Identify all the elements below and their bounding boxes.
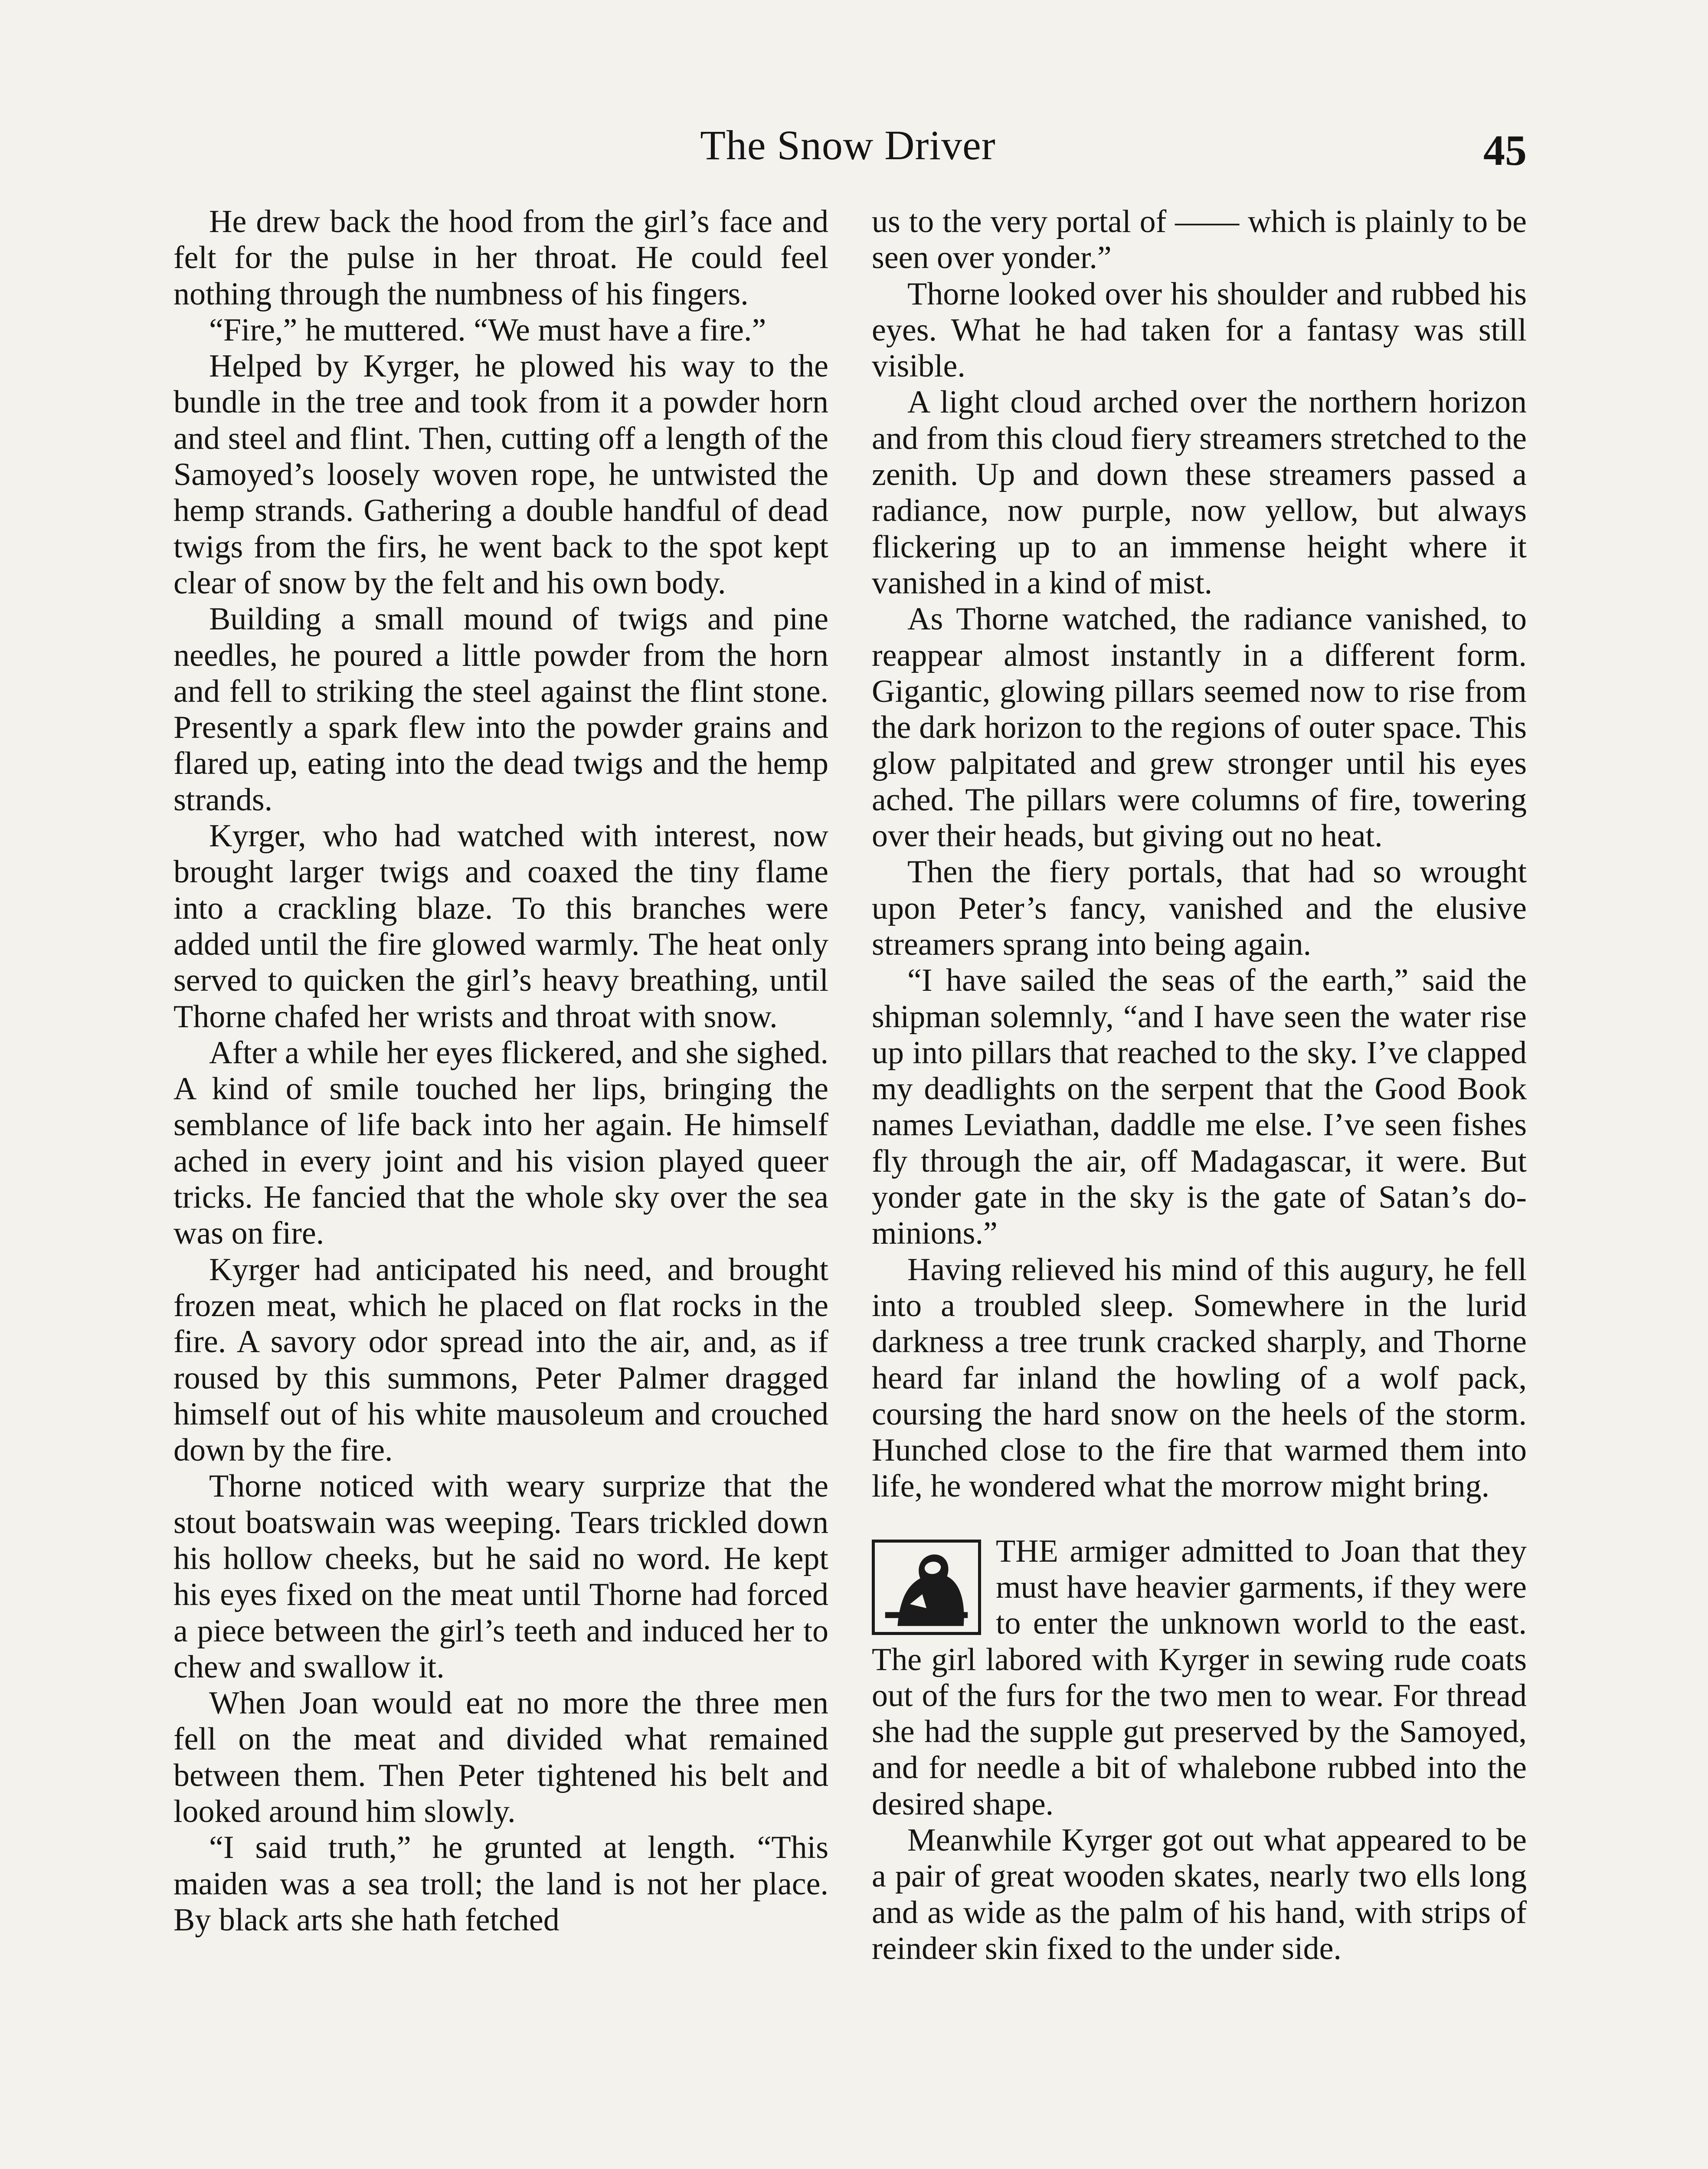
body-paragraph: Meanwhile Kyrger got out what appeared to be a pair of great wooden skates, nearly two ells long and as wide as the palm of his hand, with strips of reindeer skin fixed to the under side. (872, 1822, 1527, 1966)
page-header (169, 117, 1527, 182)
body-paragraph: After a while her eyes flickered, and she sighed. A kind of smile touched her lips, bringing the semblance of life back into her again. He himself ached in every joint and his vision played queer tricks. He fancied that the whole sky over the sea was on fire. (173, 1035, 828, 1252)
body-paragraph: “I said truth,” he grunted at length. “This maiden was a sea troll; the land is not her place. By black arts she hath fetched (173, 1830, 828, 1938)
left-column (173, 204, 828, 1938)
body-paragraph: Kyrger, who had watched with interest, now brought larger twigs and coaxed the tiny flame into a crackling blaze. To this branches were added until the fire glowed warmly. The heat only served to quicken the girl’s heavy breathing, until Thorne chafed her wrists and throat with snow. (173, 818, 828, 1035)
body-paragraph: Kyrger had anticipated his need, and brought frozen meat, which he placed on flat rocks in the fire. A savory odor spread into the air, and, as if roused by this summons, Peter Palmer dragged himself out of his white mausoleum and crouched down by the fire. (173, 1252, 828, 1468)
body-paragraph: “Fire,” he muttered. “We must have a fire.” (209, 312, 766, 348)
right-column (872, 204, 1527, 1967)
decorative-initial-icon (872, 1540, 981, 1635)
section-opening-paragraph: THE armiger admitted to Joan that they must have heavier garments, if they were to enter the unknown world to the east. The girl labored with Kyrger in sewing rude coats out of the furs for the two men to wear. For thread she had the supple gut preserved by the Samoyed, and for needle a bit of whalebone rubbed into the desired shape. (872, 1533, 1527, 1822)
page-number: 45 (1483, 126, 1527, 174)
body-paragraph: Thorne looked over his shoulder and rubbed his eyes. What he had taken for a fantasy was still visible. (872, 276, 1527, 384)
running-title: The Snow Driver (700, 122, 996, 168)
body-paragraph: He drew back the hood from the girl’s face and felt for the pulse in her throat. He could feel nothing through the numbness of his fingers. (173, 204, 828, 312)
section-opening (872, 1533, 1527, 1822)
body-paragraph: Then the fiery portals, that had so wrought upon Peter’s fancy, vanished and the elusive streamers sprang into being again. (872, 854, 1527, 962)
continued-paragraph: us to the very portal of —— which is plainly to be seen over yonder.” (872, 204, 1527, 276)
body-paragraph: Building a small mound of twigs and pine needles, he poured a little powder from the horn and fell to striking the steel against the flint stone. Presently a spark flew into the powder grains and flared up, eating into the dead twigs and the hemp strands. (173, 601, 828, 818)
body-paragraph: Having relieved his mind of this augury, he fell into a troubled sleep. Somewhere in the lurid darkness a tree trunk cracked sharply, and Thorne heard far inland the howling of a wolf pack, coursing the hard snow on the heels of the storm. Hunched close to the fire that warmed them into life, he wondered what the morrow might bring. (872, 1252, 1527, 1504)
body-paragraph: As Thorne watched, the radiance vanished, to reappear almost instantly in a different form. Gigantic, glowing pillars seemed now to rise from the dark horizon to the regions of outer space. This glow palpitated and grew stronger until his eyes ached. The pillars were columns of fire, towering over their heads, but giving out no heat. (872, 601, 1527, 854)
body-paragraph: Helped by Kyrger, he plowed his way to the bundle in the tree and took from it a powder horn and steel and flint. Then, cutting off a length of the Samoyed’s loosely woven rope, he untwisted the hemp strands. Gathering a double handful of dead twigs from the firs, he went back to the spot kept clear of snow by the felt and his own body. (173, 348, 828, 601)
body-paragraph: A light cloud arched over the northern horizon and from this cloud fiery streamers stretched to the zenith. Up and down these streamers passed a radiance, now purple, now yellow, but always flickering up to an immense height where it vanished in a kind of mist. (872, 384, 1527, 601)
body-paragraph: “I have sailed the seas of the earth,” said the shipman solemnly, “and I have seen the water rise up into pillars that reached to the sky. I’ve clapped my deadlights on the serpent that the Good Book names Leviathan, daddle me else. I’ve seen fishes fly through the air, off Madagascar, it were. But yonder gate in the sky is the gate of Satan’s do-minions.” (872, 963, 1527, 1252)
body-paragraph: When Joan would eat no more the three men fell on the meat and divided what remained between them. Then Peter tightened his belt and looked around him slowly. (173, 1685, 828, 1830)
body-paragraph: Thorne noticed with weary surprize that the stout boatswain was weeping. Tears trickled down his hollow cheeks, but he said no word. He kept his eyes fixed on the meat until Thorne had forced a piece between the girl’s teeth and induced her to chew and swallow it. (173, 1468, 828, 1685)
